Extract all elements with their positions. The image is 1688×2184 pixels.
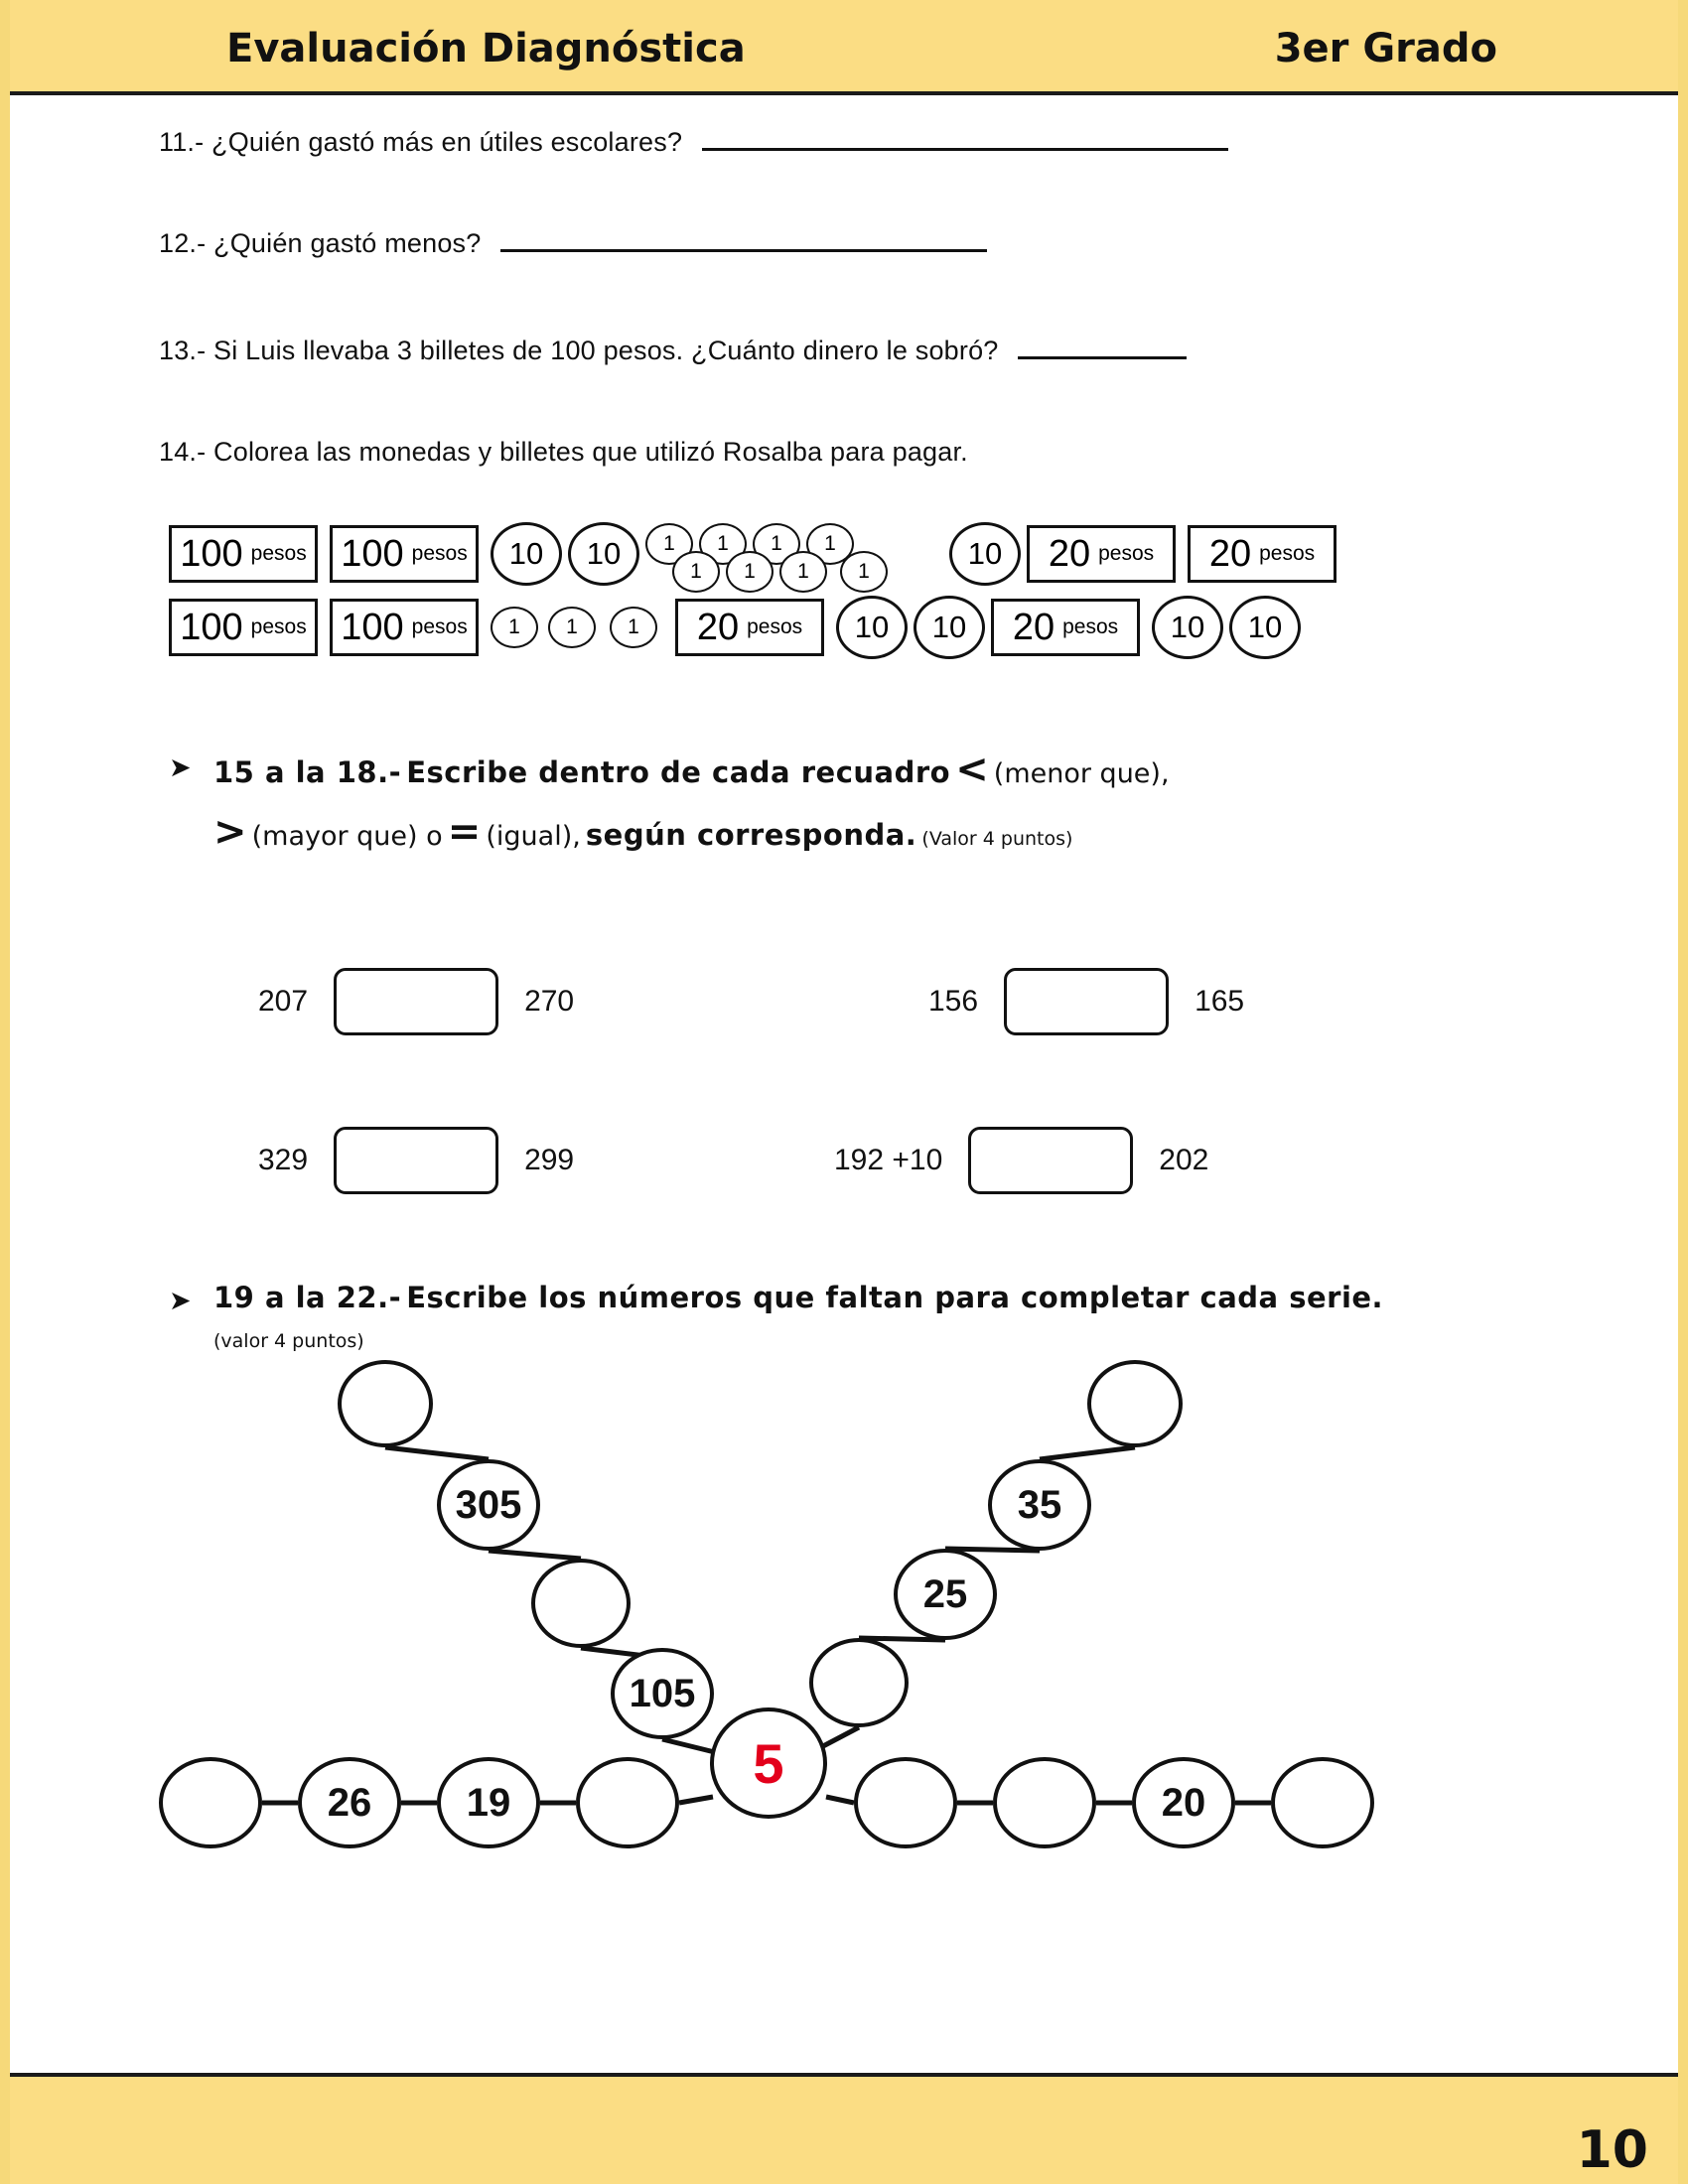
coin-1[interactable]: 1: [610, 607, 657, 648]
comparison-left-value: 156: [928, 985, 979, 1018]
bill-unit: pesos: [1062, 615, 1119, 638]
comparison-right-value: 270: [524, 985, 575, 1018]
series-node-305[interactable]: 305: [437, 1459, 540, 1551]
equals-icon: =: [447, 809, 482, 855]
bill-20[interactable]: [1027, 525, 1176, 583]
bill-20[interactable]: [991, 599, 1140, 656]
bill-unit: pesos: [250, 615, 307, 638]
answer-blank-11[interactable]: [702, 148, 1228, 151]
series-node-20[interactable]: 20: [1132, 1757, 1235, 1848]
series-node-5[interactable]: 5: [710, 1707, 827, 1819]
bill-value: 20: [1048, 532, 1091, 575]
coin-cluster-ones: [645, 521, 943, 587]
series-node-empty[interactable]: [576, 1757, 679, 1848]
bill-unit: pesos: [411, 542, 468, 565]
bill-unit: pesos: [411, 615, 468, 638]
coin-10[interactable]: 10: [914, 596, 985, 659]
coin-10[interactable]: 10: [949, 522, 1021, 586]
series-node-empty[interactable]: [338, 1360, 433, 1447]
bill-value: 100: [180, 606, 243, 648]
question-14-text: 14.- Colorea las monedas y billetes que utilizó Rosalba para pagar.: [159, 437, 968, 467]
money-row-1: [169, 521, 1348, 587]
bill-value: 20: [696, 606, 740, 648]
bill-unit: pesos: [1098, 542, 1155, 565]
bill-value: 100: [180, 532, 243, 575]
comparison-3: [258, 1127, 574, 1194]
coin-10[interactable]: 10: [1229, 596, 1301, 659]
series-node-25[interactable]: 25: [894, 1549, 997, 1640]
comparison-left-value: 329: [258, 1144, 309, 1176]
coin-10[interactable]: 10: [1152, 596, 1223, 659]
comparison-answer-box[interactable]: [968, 1127, 1133, 1194]
series-node-empty[interactable]: [809, 1638, 909, 1727]
coin-1[interactable]: 1: [645, 523, 693, 565]
bill-value: 100: [341, 606, 404, 648]
question-11: [159, 127, 1228, 158]
page-header: [10, 0, 1678, 95]
bullet-arrow-icon-2: ➤: [169, 1286, 192, 1316]
series-node-empty[interactable]: [1087, 1360, 1183, 1447]
coin-1[interactable]: 1: [672, 551, 720, 593]
question-12: [159, 228, 987, 259]
comparison-answer-box[interactable]: [334, 968, 498, 1035]
page-title: Evaluación Diagnóstica: [226, 26, 746, 71]
series-node-empty[interactable]: [159, 1757, 262, 1848]
bullet-arrow-icon: ➤: [169, 752, 192, 783]
series-node-empty[interactable]: [993, 1757, 1096, 1848]
series-node-empty[interactable]: [531, 1559, 631, 1648]
comparison-left-value: 192 +10: [834, 1144, 943, 1176]
instruction-range: 15 a la 18.-: [213, 755, 402, 789]
comparison-right-value: 165: [1195, 985, 1245, 1018]
coin-1[interactable]: 1: [806, 523, 854, 565]
grade-label: 3er Grado: [1274, 26, 1497, 71]
bill-unit: pesos: [747, 615, 803, 638]
bill-20[interactable]: [675, 599, 824, 656]
bill-100[interactable]: [169, 599, 318, 656]
bill-20[interactable]: [1188, 525, 1336, 583]
series-node-26[interactable]: 26: [298, 1757, 401, 1848]
question-13-text: 13.- Si Luis llevaba 3 billetes de 100 pesos. ¿Cuánto dinero le sobró?: [159, 336, 999, 365]
instruction-compare-line2: [213, 809, 1072, 855]
instruction-series: [213, 1281, 1383, 1314]
series-node-empty[interactable]: [854, 1757, 957, 1848]
bill-value: 20: [1208, 532, 1252, 575]
instruction-value-note: (Valor 4 puntos): [921, 828, 1073, 850]
instruction-series-range: 19 a la 22.-: [213, 1281, 402, 1314]
coin-1[interactable]: 1: [779, 551, 827, 593]
comparison-1: [258, 968, 574, 1035]
instruction-text-b: (menor que),: [993, 758, 1170, 789]
bill-100[interactable]: [169, 525, 318, 583]
question-11-text: 11.- ¿Quién gastó más en útiles escolares?: [159, 127, 683, 157]
series-node-19[interactable]: 19: [437, 1757, 540, 1848]
coin-1[interactable]: 1: [726, 551, 774, 593]
coin-1[interactable]: 1: [840, 551, 888, 593]
instruction-text-d: (igual),: [486, 821, 581, 852]
bill-100[interactable]: [330, 599, 479, 656]
coin-10[interactable]: 10: [491, 522, 562, 586]
page-footer: [10, 2073, 1678, 2184]
series-node-empty[interactable]: [1271, 1757, 1374, 1848]
coin-1[interactable]: 1: [753, 523, 800, 565]
bill-value: 20: [1012, 606, 1055, 648]
instruction-text-a: Escribe dentro de cada recuadro: [406, 755, 951, 789]
instruction-series-note: (valor 4 puntos): [213, 1330, 364, 1352]
greater-than-icon: >: [213, 809, 247, 855]
comparison-answer-box[interactable]: [1004, 968, 1169, 1035]
answer-blank-12[interactable]: [500, 249, 987, 252]
series-node-105[interactable]: 105: [611, 1648, 714, 1739]
instruction-text-e: según corresponda.: [585, 818, 917, 852]
bill-value: 100: [341, 532, 404, 575]
comparison-4: [834, 1127, 1208, 1194]
question-12-text: 12.- ¿Quién gastó menos?: [159, 228, 482, 258]
page-number: 10: [1576, 2120, 1648, 2180]
comparison-left-value: 207: [258, 985, 309, 1018]
comparison-right-value: 202: [1159, 1144, 1209, 1176]
number-series-diagram: [159, 1360, 1569, 1976]
instruction-series-text: Escribe los números que faltan para completar cada serie.: [406, 1281, 1384, 1314]
less-than-icon: <: [955, 747, 989, 792]
bill-100[interactable]: [330, 525, 479, 583]
instruction-text-c: (mayor que) o: [251, 821, 443, 852]
coin-1[interactable]: 1: [699, 523, 747, 565]
coin-10[interactable]: 10: [568, 522, 639, 586]
coin-10[interactable]: 10: [836, 596, 908, 659]
money-row-2: [169, 595, 1348, 660]
money-illustration: [169, 521, 1348, 668]
question-14: [159, 437, 968, 468]
coin-1[interactable]: 1: [491, 607, 538, 648]
bill-unit: pesos: [1259, 542, 1316, 565]
answer-blank-13[interactable]: [1018, 356, 1187, 359]
series-node-35[interactable]: 35: [988, 1459, 1091, 1551]
instruction-compare-line1: [213, 747, 1170, 792]
comparison-right-value: 299: [524, 1144, 575, 1176]
comparison-2: [928, 968, 1244, 1035]
question-13: [159, 336, 1187, 366]
bill-unit: pesos: [250, 542, 307, 565]
coin-1[interactable]: 1: [548, 607, 596, 648]
comparison-answer-box[interactable]: [334, 1127, 498, 1194]
